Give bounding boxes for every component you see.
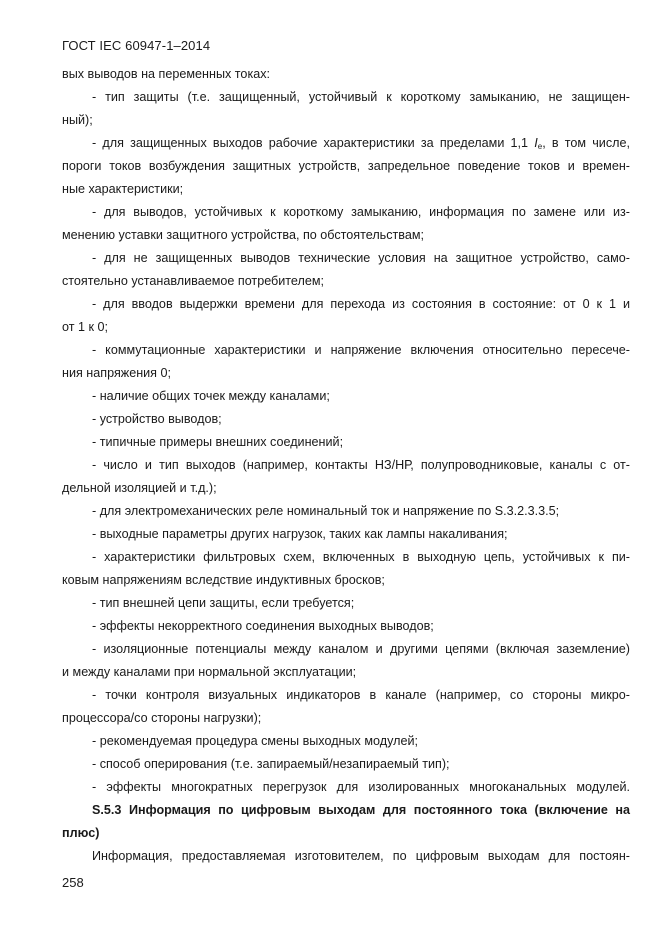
text-segment: - для защищенных выходов рабочие характеристики за пределами 1,1 [92,136,535,150]
text-segment: , в том числе, [542,136,630,150]
text-line: вых выводов на переменных токах: [62,67,271,81]
text-line: - устройство выводов; [92,412,222,426]
text-line: процессора/со стороны нагрузки); [62,711,262,725]
current-symbol: I [534,136,538,150]
standard-header: ГОСТ IEC 60947-1–2014 [62,38,211,53]
text-line: пороги токов возбуждения защитных устройств, запредельное поведение токов и времен- [62,159,630,173]
text-line: и между каналами при нормальной эксплуатации; [62,665,357,679]
document-body [62,63,630,868]
page-number: 258 [62,875,84,890]
text-line: - тип внешней цепи защиты, если требуется; [92,596,355,610]
text-line: дельной изоляцией и т.д.); [62,481,217,495]
text-line: - способ оперирования (т.е. запираемый/незапираемый тип); [92,757,450,771]
text-line: - эффекты многократных перегрузок для изолированных многоканальных модулей. [92,780,630,794]
text-line: - для выводов, устойчивых к короткому замыканию, информация по замене или из- [92,205,630,219]
text-line: - выходные параметры других нагрузок, таких как лампы накаливания; [92,527,508,541]
text-line: - коммутационные характеристики и напряжение включения относительно пересече- [92,343,630,357]
text-line: - изоляционные потенциалы между каналом и другими цепями (включая заземление) [92,642,630,656]
text-line: ные характеристики; [62,182,184,196]
text-line: Информация, предоставляемая изготовителем, по цифровым выходам для постоян- [92,849,630,863]
text-line: ковым напряжениям вследствие индуктивных бросков; [62,573,385,587]
text-line: - число и тип выходов (например, контакты НЗ/НР, полупроводниковые, каналы с от- [92,458,630,472]
text-line: менению уставки защитного устройства, по обстоятельствам; [62,228,425,242]
text-line: от 1 к 0; [62,320,109,334]
text-line: - эффекты некорректного соединения выходных выводов; [92,619,434,633]
text-line: ния напряжения 0; [62,366,172,380]
text-line: - типичные примеры внешних соединений; [92,435,344,449]
text-line: - рекомендуемая процедура смены выходных модулей; [92,734,418,748]
text-line: - для электромеханических реле номинальный ток и напряжение по S.3.2.3.3.5; [92,504,560,518]
text-line [62,132,630,155]
text-line: - для вводов выдержки времени для перехода из состояния в состояние: от 0 к 1 и [92,297,630,311]
text-line: - характеристики фильтровых схем, включенных в выходную цепь, устойчивых к пи- [92,550,630,564]
text-line: - наличие общих точек между каналами; [92,389,330,403]
text-line: стоятельно устанавливаемое потребителем; [62,274,325,288]
text-line: - для не защищенных выводов технические условия на защитное устройство, само- [92,251,630,265]
current-subscript: e [537,142,543,151]
text-line: - точки контроля визуальных индикаторов в канале (например, со стороны микро- [92,688,630,702]
text-line: - тип защиты (т.е. защищенный, устойчивый к короткому замыканию, не защищен- [92,90,630,104]
section-heading-line: плюс) [62,826,100,840]
section-heading-line: S.5.3 Информация по цифровым выходам для постоянного тока (включение на [92,803,630,817]
text-line: ный); [62,113,93,127]
